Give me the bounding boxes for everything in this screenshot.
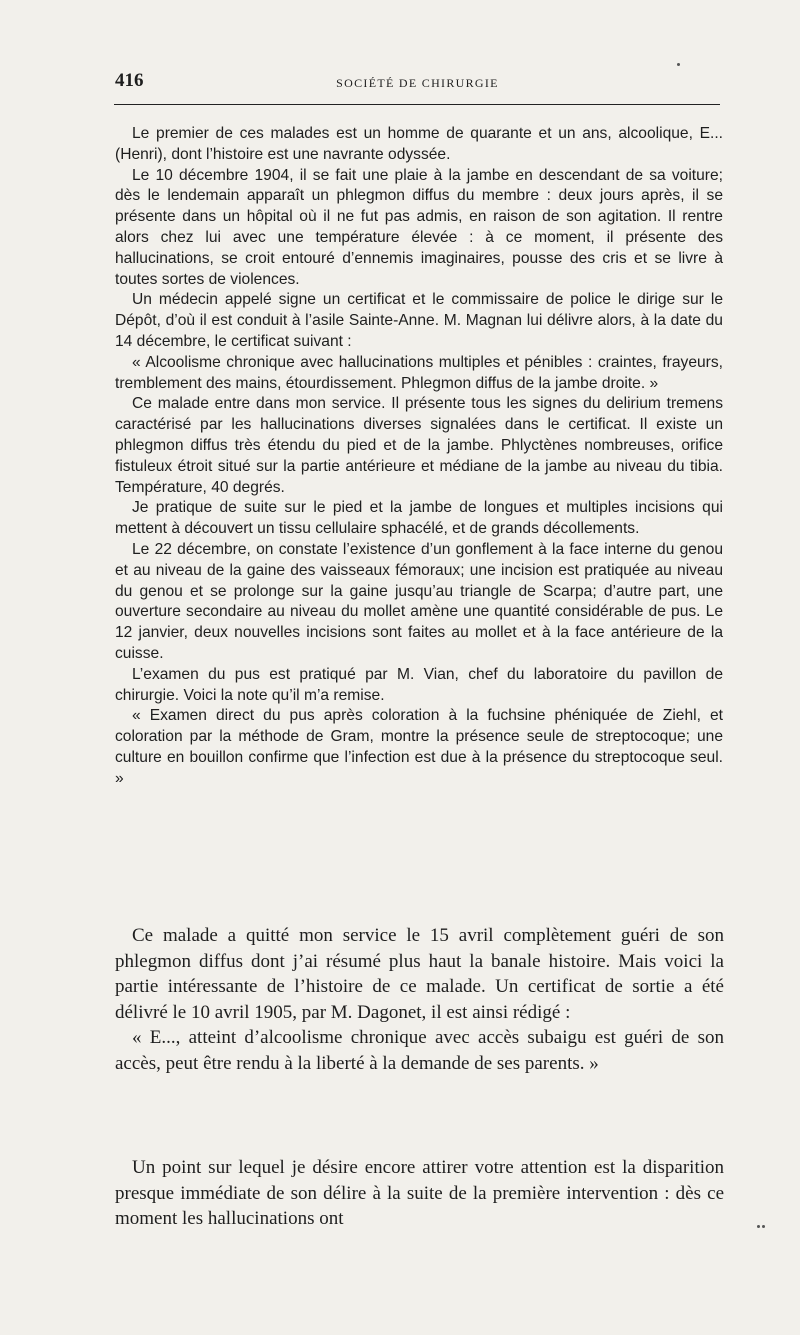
page-number: 416 [115,70,144,91]
print-speck [757,1225,760,1228]
paragraph: Le premier de ces malades est un homme de quarante et un ans, alcoolique, E... (Henri), dont l’histoire est une navrante odyssée. [115,125,723,163]
paragraph: Ce malade a quitté mon service le 15 avril complètement guéri de son phlegmon diffus dont j’ai résumé plus haut la banale histoire. Mais voici la partie intéressante de l’histoire de ce malade. Un certificat de sortie a été délivré le 10 avril 1905, par M. Dagonet, il est ainsi rédigé : [115,925,724,1023]
paragraph: Un point sur lequel je désire encore attirer votre attention est la disparition presque immédiate de son délire à la suite de la première intervention : dès ce moment les hallucinations ont [115,1157,724,1230]
paragraph: L’examen du pus est pratiqué par M. Vian, chef du laboratoire du pavillon de chirurgie. Voici la note qu’il m’a remise. [115,665,723,704]
running-head: SOCIÉTÉ DE CHIRURGIE [336,76,499,90]
page-header [115,70,720,100]
paragraph: Le 22 décembre, on constate l’existence d’un gonflement à la face interne du genou et au niveau de la gaine des vaisseaux fémoraux; une incision est pratiquée au niveau du genou et se prolonge sur la gaine jusqu’au triangle de Scarpa; d’autre part, une ouverture secondaire au niveau du mollet amène une quantité considérable de pus. Le 12 janvier, deux nouvelles incisions sont faites au mollet et à la face antérieure de la cuisse. [115,540,723,662]
paragraph: Un médecin appelé signe un certificat et le commissaire de police le dirige sur le Dépôt, d’où il est conduit à l’asile Sainte-Anne. M. Magnan lui délivre alors, à la date du 14 décembre, le certificat suivant : [115,291,723,350]
paragraph: Je pratique de suite sur le pied et la jambe de longues et multiples incisions qui mettent à découvert un tissu cellulaire sphacélé, et de grands décollements. [115,499,723,538]
small-print-section [115,124,723,790]
quoted-lab-note: « Examen direct du pus après coloration à la fuchsine phéniquée de Ziehl, et coloration par la méthode de Gram, montre la présence seule de streptocoque; une culture en bouillon confirme que l’infection est due à la présence du streptocoque seul. » [115,707,723,787]
large-print-section-1 [115,923,724,1077]
print-speck [762,1225,765,1228]
paragraph: Le 10 décembre 1904, il se fait une plaie à la jambe en descendant de sa voiture; dès le lendemain apparaît un phlegmon diffus du membre : deux jours après, il se présente dans un hôpital où il ne fut pas admis, en raison de son agitation. Il rentre alors chez lui avec une température élevée : à ce moment, il présente des hallucinations, se croit entouré d’ennemis imaginaires, pousse des cris et se livre à toutes sortes de violences. [115,166,723,288]
quoted-certificate: « E..., atteint d’alcoolisme chronique avec accès subaigu est guéri de son accès, peut être rendu à la liberté à la demande de ses parents. » [115,1027,724,1074]
paragraph: Ce malade entre dans mon service. Il présente tous les signes du delirium tremens caractérisé par les hallucinations diverses signalées dans le certificat. Il existe un phlegmon diffus très étendu du pied et de la jambe. Phlyctènes nombreuses, orifice fistuleux étroit situé sur la partie antérieure et médiane de la jambe au niveau du tibia. Température, 40 degrés. [115,395,723,496]
header-rule [114,104,720,105]
large-print-section-2 [115,1155,724,1232]
print-speck [677,63,680,66]
quoted-certificate: « Alcoolisme chronique avec hallucinations multiples et pénibles : craintes, frayeurs, tremblement des mains, étourdissement. Phlegmon diffus de la jambe droite. » [115,353,723,392]
